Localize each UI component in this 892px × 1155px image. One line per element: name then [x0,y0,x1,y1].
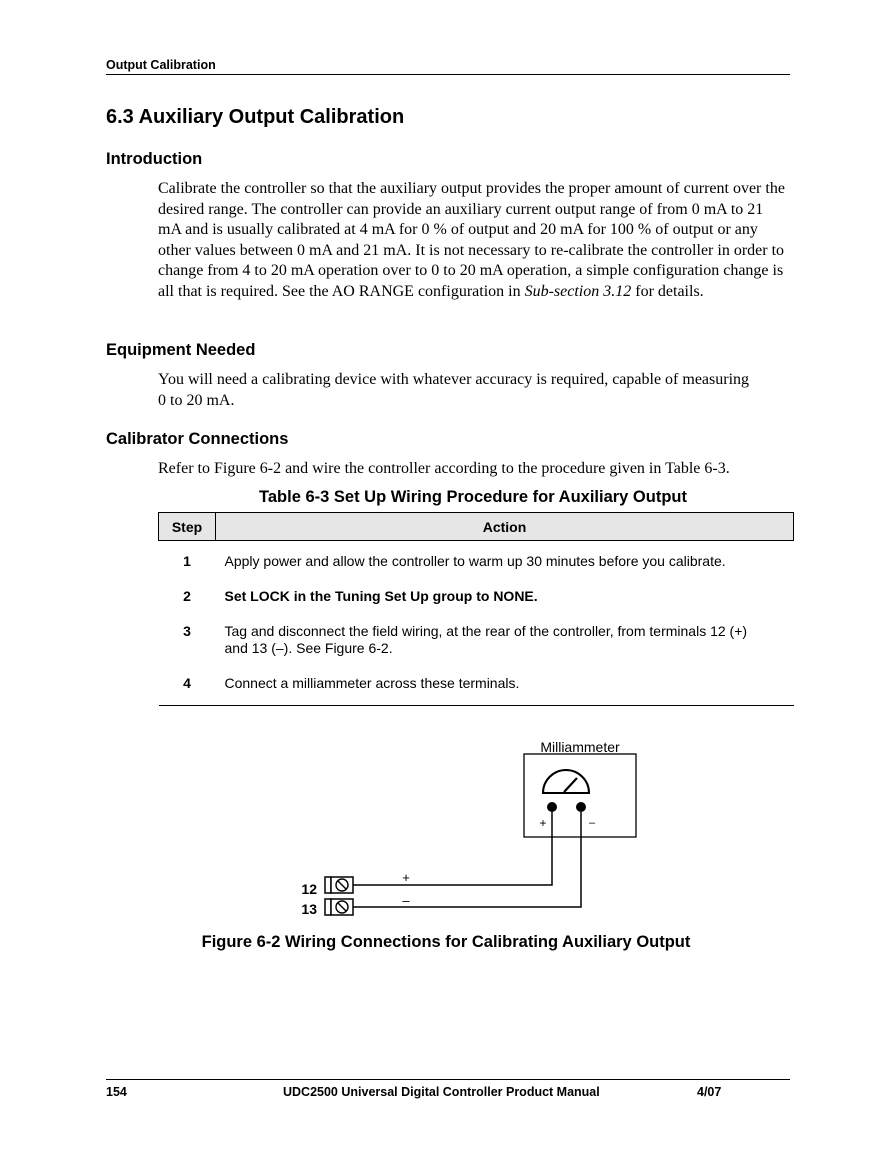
step-action: Set LOCK in the Tuning Set Up group to NONE. [224,588,538,604]
equipment-paragraph: You will need a calibrating device with whatever accuracy is required, capable of measuring 0 to 20 mA. [158,371,750,409]
step-action: Connect a milliammeter across these terminals. [216,663,794,706]
meter-positive-terminal [547,802,557,812]
meter-plus-sign: + [539,816,547,830]
positive-wire [352,812,552,885]
action-column-header: Action [216,513,794,541]
footer-manual-title: UDC2500 Universal Digital Controller Product Manual [283,1085,600,1099]
terminal-13-label: 13 [301,901,317,917]
step-number: 1 [183,553,191,569]
step-number: 4 [159,663,216,706]
terminal-12-label: 12 [301,881,317,897]
step-action: Tag and disconnect the field wiring, at the rear of the controller, from terminals 12 (+) and 13 (–). See Figure 6-2. [224,623,748,656]
intro-text: Calibrate the controller so that the auxiliary output provides the proper amount of current over the desired range. The controller can provide an auxiliary current output range of from 0 mA to 21 mA and is usually calibrated at 4 mA for 0 % of output and 20 mA for 100 % of output or any other values between 0 mA and 21 mA. It is not necessary to re-calibrate the controller in order to change from 4 to 20 mA operation over to 0 to 20 mA operation, a simple configuration change is all that is required. See the AO RANGE configuration in [158,180,785,300]
subsection-reference: Sub-section 3.12 [524,282,632,300]
running-header: Output Calibration [106,58,216,72]
intro-heading: Introduction [106,150,203,168]
wire-minus-label: – [402,893,410,908]
connections-heading: Calibrator Connections [106,430,289,448]
figure-caption: Figure 6-2 Wiring Connections for Calibrating Auxiliary Output [201,933,691,951]
meter-negative-terminal [576,802,586,812]
step-action: Apply power and allow the controller to warm up 30 minutes before you calibrate. [224,553,726,569]
equipment-heading: Equipment Needed [106,341,256,359]
footer-rule [106,1079,790,1080]
table-caption: Table 6-3 Set Up Wiring Procedure for Auxiliary Output [259,488,687,506]
milliammeter-label: Milliammeter [540,739,620,755]
terminal-block-icon [325,877,353,915]
step-column-header: Step [159,513,216,541]
footer-date: 4/07 [697,1085,722,1099]
intro-text-end: for details. [631,282,704,300]
step-number: 2 [183,588,191,604]
meter-minus-sign: – [588,817,596,829]
section-title: 6.3 Auxiliary Output Calibration [106,106,405,128]
wire-plus-label: + [402,870,410,885]
step-number: 3 [183,623,191,639]
connections-paragraph: Refer to Figure 6-2 and wire the controller according to the procedure given in Table 6-3. [158,460,730,477]
page-number: 154 [106,1085,127,1099]
